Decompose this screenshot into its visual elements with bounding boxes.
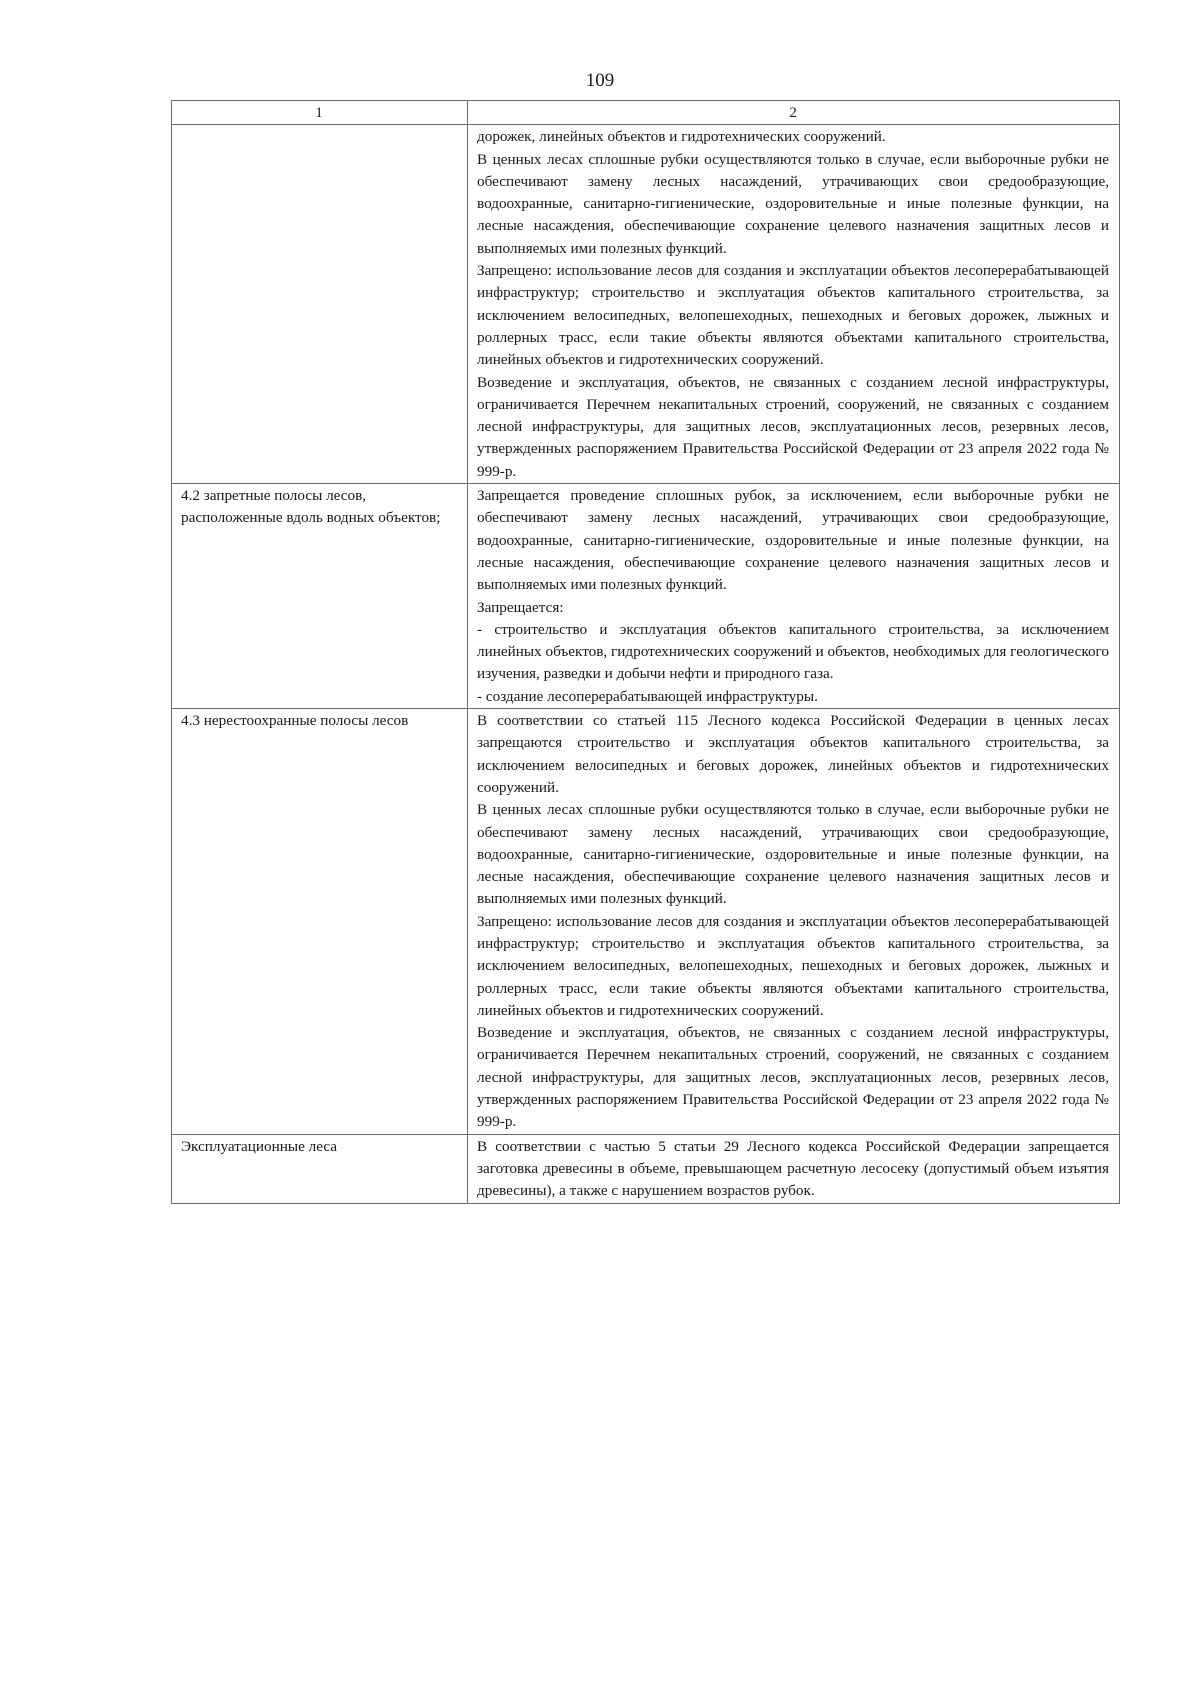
table-header-row: [172, 101, 1120, 125]
column-header-2: 2: [468, 101, 1120, 125]
row-paragraph: Возведение и эксплуатация, объектов, не связанных с созданием лесной инфраструктуры, ограничивается Перечнем некапитальных строений, сооружений, не связанных с созданием лесной инфраструктуры, для защитных лесов, эксплуатационных лесов, резервных лесов, утвержденных распоряжением Правительства Российской Федерации от 23 апреля 2022 года № 999-р.: [477, 373, 1109, 480]
row-content: [468, 125, 1120, 484]
row-label: 4.2 запретные полосы лесов, расположенные вдоль водных объектов;: [172, 484, 468, 709]
row-label: Эксплуатационные леса: [172, 1134, 468, 1203]
regulations-table: [171, 100, 1120, 1204]
row-paragraph: дорожек, линейных объектов и гидротехнических сооружений.: [477, 128, 886, 146]
table-row: [172, 709, 1120, 1135]
row-paragraph: В ценных лесах сплошные рубки осуществляются только в случае, если выборочные рубки не обеспечивают замену лесных насаждений, утрачивающих свои средообразующие, водоохранные, санитарно-гигиенические, оздоровительные и иные полезные функции, на лесные насаждения, обеспечивающие сохранение целевого назначения защитных лесов и выполняемых ими полезных функций.: [477, 150, 1109, 257]
page-number: 109: [585, 70, 615, 91]
row-paragraph: Возведение и эксплуатация, объектов, не связанных с созданием лесной инфраструктуры, ограничивается Перечнем некапитальных строений, сооружений, не связанных с созданием лесной инфраструктуры, для защитных лесов, эксплуатационных лесов, резервных лесов, утвержденных распоряжением Правительства Российской Федерации от 23 апреля 2022 года № 999-р.: [477, 1024, 1109, 1131]
row-paragraph: Запрещается проведение сплошных рубок, за исключением, если выборочные рубки не обеспечивают замену лесных насаждений, утрачивающих свои средообразующие, водоохранные, санитарно-гигиенические, оздоровительные и иные полезные функции, на лесные насаждения, обеспечивающие сохранение целевого назначения защитных лесов и выполняемых ими полезных функций.: [477, 487, 1109, 594]
row-paragraph: В соответствии со статьей 115 Лесного кодекса Российской Федерации в ценных лесах запрещаются строительство и эксплуатация объектов капитального строительства, за исключением велосипедных и беговых дорожек, линейных объектов и гидротехнических сооружений.: [477, 712, 1109, 796]
row-paragraph: Запрещено: использование лесов для создания и эксплуатации объектов лесоперерабатывающей инфраструктур; строительство и эксплуатация объектов капитального строительства, за исключением велосипедных, велопешеходных, пешеходных и беговых дорожек, лыжных и роллерных трасс, если такие объекты являются объектами капитального строительства, линейных объектов и гидротехнических сооружений.: [477, 912, 1109, 1019]
row-paragraph: - создание лесоперерабатывающей инфраструктуры.: [477, 687, 818, 705]
column-header-1: 1: [172, 101, 468, 125]
row-paragraph: В ценных лесах сплошные рубки осуществляются только в случае, если выборочные рубки не обеспечивают замену лесных насаждений, утрачивающих свои средообразующие, водоохранные, санитарно-гигиенические, оздоровительные и иные полезные функции, на лесные насаждения, обеспечивающие сохранение целевого назначения защитных лесов и выполняемых ими полезных функций.: [477, 801, 1109, 908]
table-row: [172, 125, 1120, 484]
row-paragraph: Запрещено: использование лесов для создания и эксплуатации объектов лесоперерабатывающей инфраструктур; строительство и эксплуатация объектов капитального строительства, за исключением велосипедных, велопешеходных, пешеходных и беговых дорожек, лыжных и роллерных трасс, если такие объекты являются объектами капитального строительства, линейных объектов и гидротехнических сооружений.: [477, 262, 1109, 369]
row-content: [468, 1134, 1120, 1203]
table-row: [172, 484, 1120, 709]
row-content: [468, 484, 1120, 709]
row-paragraph: В соответствии с частью 5 статьи 29 Лесного кодекса Российской Федерации запрещается заготовка древесины в объеме, превышающем расчетную лесосеку (допустимый объем изъятия древесины), а также с нарушением возрастов рубок.: [477, 1137, 1109, 1200]
row-label: 4.3 нерестоохранные полосы лесов: [172, 709, 468, 1135]
table-row: [172, 1134, 1120, 1203]
row-paragraph: Запрещается:: [477, 598, 564, 616]
row-paragraph: - строительство и эксплуатация объектов капитального строительства, за исключением линейных объектов, гидротехнических сооружений и объектов, необходимых для геологического изучения, разведки и добычи нефти и природного газа.: [477, 620, 1109, 683]
row-label: [172, 125, 468, 484]
row-content: [468, 709, 1120, 1135]
